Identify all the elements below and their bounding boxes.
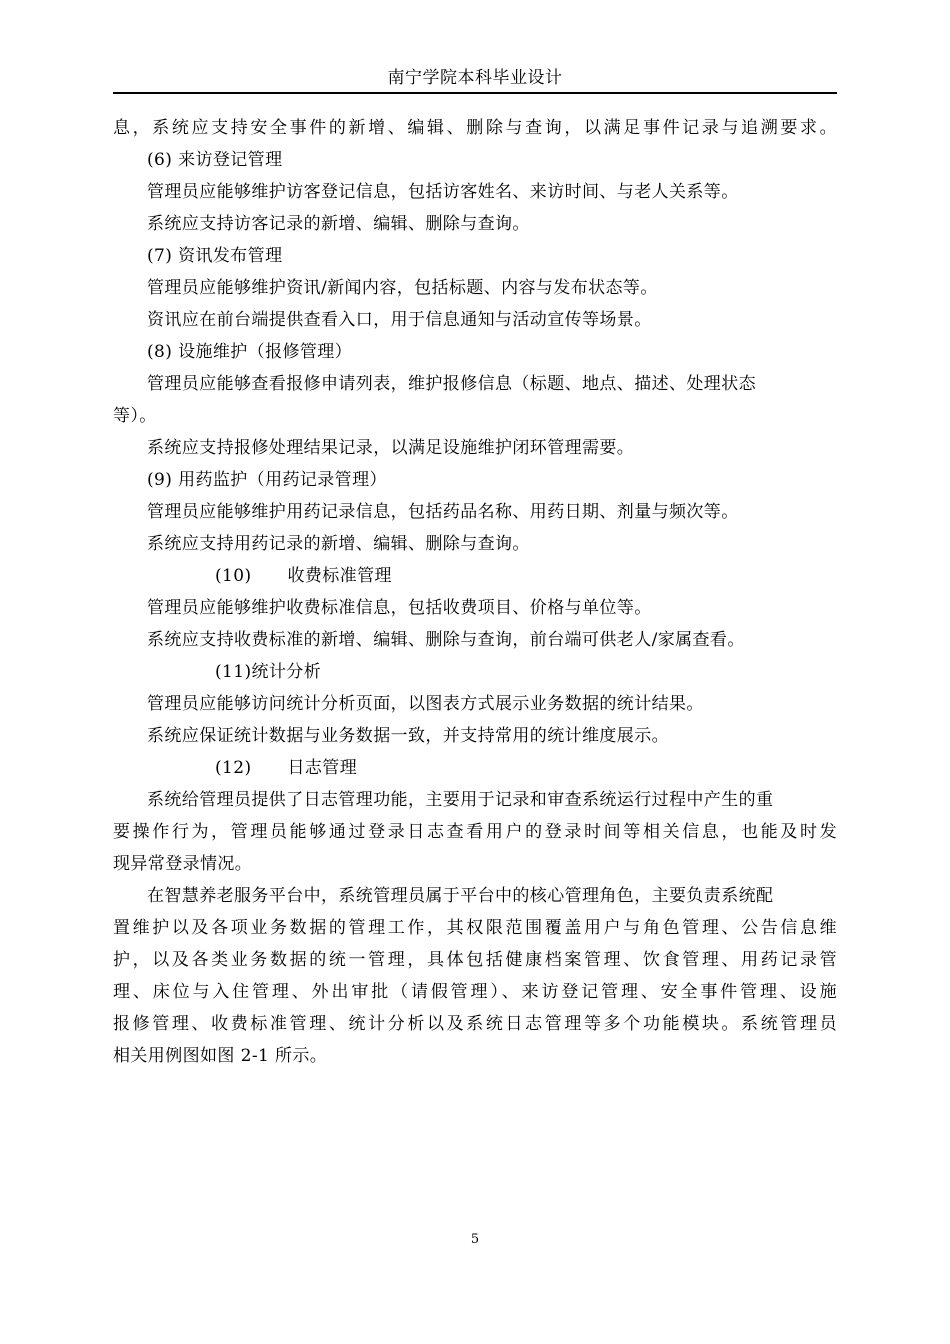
section-heading: (6) 来访登记管理 bbox=[147, 150, 283, 170]
section-heading bbox=[113, 752, 837, 784]
paragraph-line: 管理员应能够维护访客登记信息，包括访客姓名、来访时间、与老人关系等。 bbox=[147, 182, 739, 202]
section-heading: (11)统计分析 bbox=[215, 662, 322, 682]
paragraph-line: 系统应保证统计数据与业务数据一致，并支持常用的统计维度展示。 bbox=[147, 726, 669, 746]
section-heading: (8) 设施维护（报修管理） bbox=[147, 342, 353, 362]
paragraph-line: 管理员应能够访问统计分析页面，以图表方式展示业务数据的统计结果。 bbox=[147, 694, 704, 714]
page-number: 5 bbox=[470, 1232, 480, 1247]
paragraph-line: 息，系统应支持安全事件的新增、编辑、删除与查询，以满足事件记录与追溯要求。 bbox=[113, 118, 837, 138]
paragraph-line: 现异常登录情况。 bbox=[113, 854, 253, 874]
paragraph-line: 管理员应能够维护用药记录信息，包括药品名称、用药日期、剂量与频次等。 bbox=[147, 502, 739, 522]
paragraph-line: 管理员应能够维护资讯/新闻内容，包括标题、内容与发布状态等。 bbox=[147, 278, 658, 298]
section-heading: (7) 资讯发布管理 bbox=[147, 246, 283, 266]
paragraph-line: 系统应支持收费标准的新增、编辑、删除与查询，前台端可供老人/家属查看。 bbox=[147, 630, 745, 650]
paragraph-line: 理、床位与入住管理、外出审批（请假管理）、来访登记管理、安全事件管理、设施 bbox=[113, 982, 837, 1002]
paragraph-line: 系统给管理员提供了日志管理功能，主要用于记录和审查系统运行过程中产生的重 bbox=[147, 790, 774, 810]
paragraph-line: 要操作行为，管理员能够通过登录日志查看用户的登录时间等相关信息，也能及时发 bbox=[113, 822, 837, 842]
paragraph-line: 等）。 bbox=[113, 406, 157, 426]
header-rule bbox=[113, 92, 837, 94]
paragraph-line: 系统应支持报修处理结果记录，以满足设施维护闭环管理需要。 bbox=[147, 438, 635, 458]
paragraph-line: 系统应支持用药记录的新增、编辑、删除与查询。 bbox=[147, 534, 530, 554]
paragraph-line: 系统应支持访客记录的新增、编辑、删除与查询。 bbox=[147, 214, 530, 234]
paragraph-line: 资讯应在前台端提供查看入口，用于信息通知与活动宣传等场景。 bbox=[147, 310, 652, 330]
paragraph-line: 护，以及各类业务数据的统一管理，具体包括健康档案管理、饮食管理、用药记录管 bbox=[113, 950, 837, 970]
paragraph-line: 置维护以及各项业务数据的管理工作，其权限范围覆盖用户与角色管理、公告信息维 bbox=[113, 918, 837, 938]
section-heading bbox=[113, 560, 837, 592]
paragraph-line: 管理员应能够维护收费标准信息，包括收费项目、价格与单位等。 bbox=[147, 598, 652, 618]
paragraph-line: 相关用例图如图 2-1 所示。 bbox=[113, 1046, 328, 1066]
section-number: (10) bbox=[215, 566, 252, 586]
document-body bbox=[113, 112, 837, 1072]
page-header: 南宁学院本科毕业设计 bbox=[387, 68, 563, 88]
section-number: (12) bbox=[215, 758, 252, 778]
section-heading: (9) 用药监护（用药记录管理） bbox=[147, 470, 387, 490]
section-title: 收费标准管理 bbox=[287, 566, 392, 586]
paragraph-line: 报修管理、收费标准管理、统计分析以及系统日志管理等多个功能模块。系统管理员 bbox=[113, 1014, 837, 1034]
paragraph-line: 管理员应能够查看报修申请列表，维护报修信息（标题、地点、描述、处理状态 bbox=[147, 374, 756, 394]
section-title: 日志管理 bbox=[287, 758, 358, 778]
paragraph-line: 在智慧养老服务平台中，系统管理员属于平台中的核心管理角色，主要负责系统配 bbox=[147, 886, 774, 906]
